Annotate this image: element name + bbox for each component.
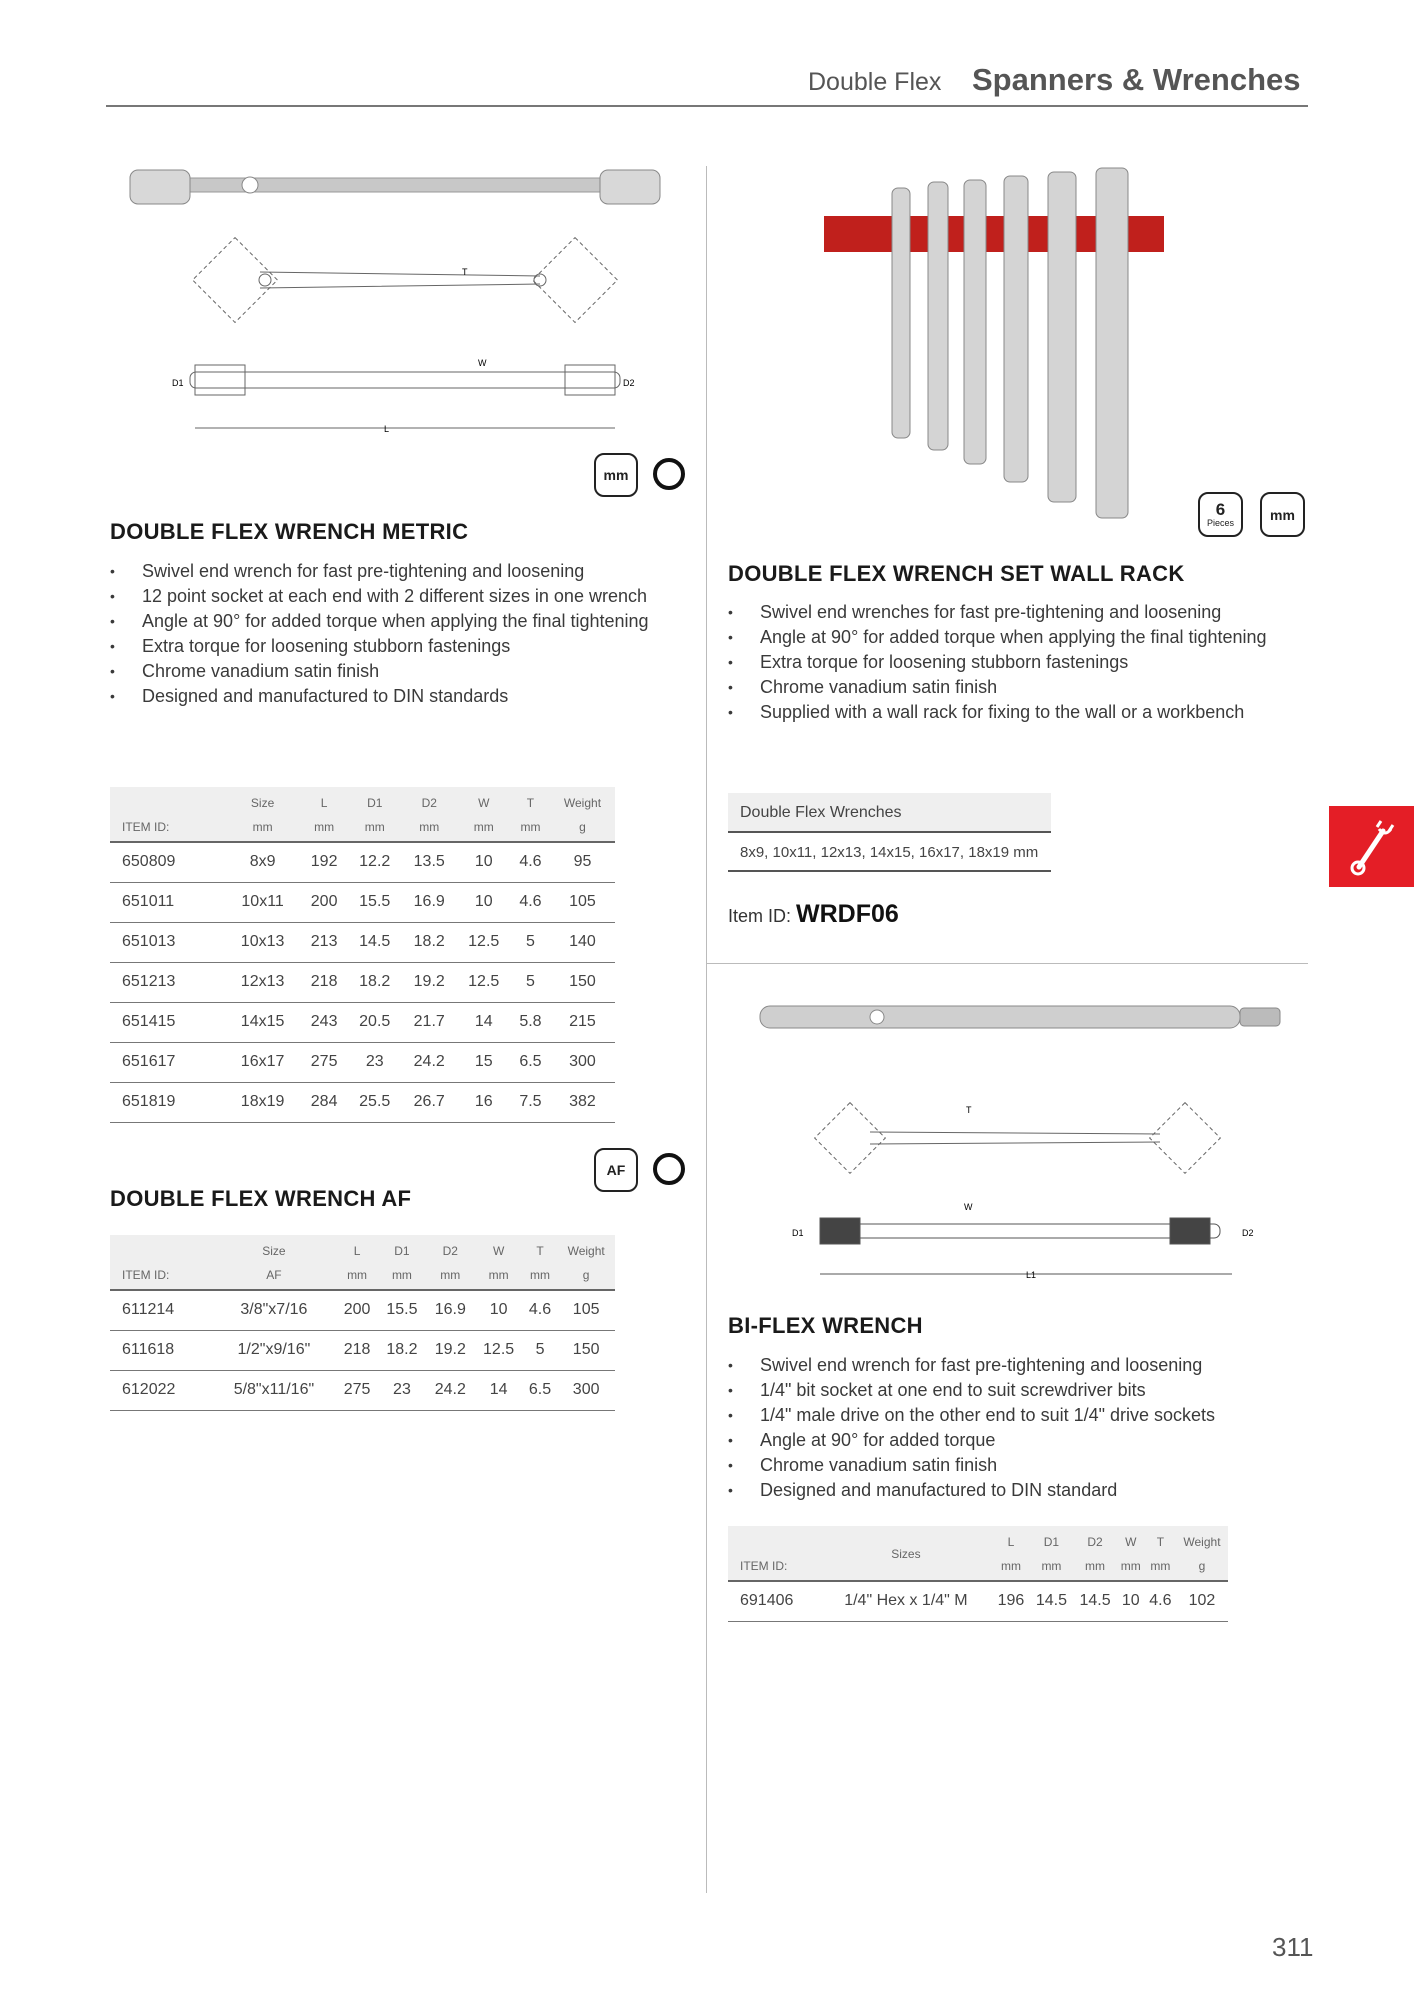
table-cell: 10 bbox=[456, 882, 511, 922]
header-line: ITEM ID: bbox=[122, 1268, 170, 1282]
header-line: mm bbox=[473, 820, 494, 834]
table-cell: 12x13 bbox=[224, 962, 300, 1002]
table-row bbox=[110, 882, 615, 922]
table-row bbox=[110, 1290, 615, 1330]
section-divider bbox=[707, 963, 1308, 964]
feature-item: • Chrome vanadium satin finish bbox=[728, 675, 1298, 700]
mm-badge: mm bbox=[594, 453, 638, 497]
pieces-count: 6 bbox=[1215, 500, 1226, 519]
table-cell: 218 bbox=[336, 1330, 377, 1370]
table-cell: 8x9 bbox=[224, 842, 300, 882]
column-header bbox=[378, 1235, 426, 1290]
label-w: W bbox=[478, 358, 487, 368]
column-header bbox=[456, 787, 511, 842]
table-cell: 3/8"x7/16 bbox=[211, 1290, 336, 1330]
table-cell: 651819 bbox=[110, 1082, 224, 1122]
table-cell: 6.5 bbox=[523, 1370, 558, 1410]
table-cell: 1/4" Hex x 1/4" M bbox=[820, 1581, 993, 1621]
table-cell: 18x19 bbox=[224, 1082, 300, 1122]
header-line: mm bbox=[1000, 1559, 1021, 1573]
header-line: Size bbox=[250, 796, 275, 810]
pieces-label: Pieces bbox=[1206, 518, 1234, 528]
table-cell: 12.2 bbox=[347, 842, 402, 882]
column-header bbox=[523, 1235, 558, 1290]
label-d2: D2 bbox=[1242, 1228, 1254, 1238]
feature-item: • Extra torque for loosening stubborn fastenings bbox=[728, 650, 1298, 675]
header-line: D1 bbox=[394, 1244, 410, 1258]
header-line: mm bbox=[391, 1268, 412, 1282]
item-id bbox=[728, 900, 899, 929]
table-cell: 140 bbox=[550, 922, 615, 962]
feature-item: • Designed and manufactured to DIN standard bbox=[728, 1478, 1298, 1503]
table-cell: 10x11 bbox=[224, 882, 300, 922]
label-w: W bbox=[964, 1202, 973, 1212]
table-cell: 16.9 bbox=[402, 882, 457, 922]
column-header bbox=[110, 1235, 211, 1290]
feature-item: • Designed and manufactured to DIN standards bbox=[110, 684, 650, 709]
feature-item: • 1/4" bit socket at one end to suit screwdriver bits bbox=[728, 1378, 1298, 1403]
table-cell: 105 bbox=[557, 1290, 615, 1330]
table-cell: 5 bbox=[511, 962, 550, 1002]
table-row bbox=[110, 922, 615, 962]
table-cell: 218 bbox=[301, 962, 348, 1002]
table-cell: 243 bbox=[301, 1002, 348, 1042]
table-cell: 10x13 bbox=[224, 922, 300, 962]
header-line: D2 bbox=[1087, 1535, 1103, 1549]
biflex-spec-table bbox=[728, 1526, 1228, 1622]
table-cell: 5 bbox=[511, 922, 550, 962]
table-cell: 13.5 bbox=[402, 842, 457, 882]
category-tab[interactable] bbox=[1329, 806, 1414, 887]
column-header bbox=[1073, 1526, 1117, 1581]
feature-item: • Swivel end wrenches for fast pre-tightening and loosening bbox=[728, 600, 1298, 625]
header-line: D2 bbox=[442, 1244, 458, 1258]
feature-item: • Chrome vanadium satin finish bbox=[110, 659, 650, 684]
column-header bbox=[402, 787, 457, 842]
biflex-wrench-illustration bbox=[740, 988, 1300, 1283]
column-header bbox=[728, 1526, 820, 1581]
table-cell: 24.2 bbox=[402, 1042, 457, 1082]
wall-rack-photo bbox=[816, 166, 1196, 536]
header-line: mm bbox=[419, 820, 440, 834]
header-line: mm bbox=[347, 1268, 368, 1282]
wrench-side-diagram bbox=[190, 365, 620, 428]
af-title: DOUBLE FLEX WRENCH AF bbox=[110, 1186, 412, 1211]
table-cell: 5 bbox=[523, 1330, 558, 1370]
table-cell: 18.2 bbox=[402, 922, 457, 962]
metric-features bbox=[110, 559, 650, 709]
table-cell: 14.5 bbox=[347, 922, 402, 962]
table-cell: 7.5 bbox=[511, 1082, 550, 1122]
column-header bbox=[1145, 1526, 1176, 1581]
table-row bbox=[110, 1370, 615, 1410]
table-cell: 18.2 bbox=[347, 962, 402, 1002]
table-cell: 18.2 bbox=[378, 1330, 426, 1370]
feature-item: • Angle at 90° for added torque when applying the final tightening bbox=[728, 625, 1298, 650]
table-cell: 611214 bbox=[110, 1290, 211, 1330]
column-divider bbox=[706, 166, 707, 1893]
table-cell: 12.5 bbox=[474, 1330, 522, 1370]
header-line: Weight bbox=[1183, 1535, 1221, 1549]
column-header bbox=[211, 1235, 336, 1290]
header-line: T bbox=[1156, 1535, 1165, 1549]
table-cell: 611618 bbox=[110, 1330, 211, 1370]
table-cell: 21.7 bbox=[402, 1002, 457, 1042]
mm-badge: mm bbox=[1260, 492, 1305, 537]
header-line: g bbox=[579, 820, 586, 834]
header-line: ITEM ID: bbox=[740, 1559, 788, 1573]
table-cell: 275 bbox=[336, 1370, 377, 1410]
table-cell: 105 bbox=[550, 882, 615, 922]
table-cell: 150 bbox=[550, 962, 615, 1002]
table-cell: 10 bbox=[456, 842, 511, 882]
table-cell: 4.6 bbox=[511, 882, 550, 922]
table-cell: 102 bbox=[1176, 1581, 1228, 1621]
header-line: L bbox=[353, 1244, 361, 1258]
label-d2: D2 bbox=[623, 378, 635, 388]
table-cell: 213 bbox=[301, 922, 348, 962]
wrench-top-diagram bbox=[193, 238, 618, 323]
header-line: mm bbox=[1041, 1559, 1062, 1573]
header-line: mm bbox=[488, 1268, 509, 1282]
feature-item: • Extra torque for loosening stubborn fastenings bbox=[110, 634, 650, 659]
table-cell: 200 bbox=[301, 882, 348, 922]
column-header bbox=[224, 787, 300, 842]
table-cell: 284 bbox=[301, 1082, 348, 1122]
table-cell: 1/2"x9/16" bbox=[211, 1330, 336, 1370]
table-cell: 300 bbox=[557, 1370, 615, 1410]
table-cell: 150 bbox=[557, 1330, 615, 1370]
label-t: T bbox=[966, 1105, 972, 1115]
table-cell: 95 bbox=[550, 842, 615, 882]
table-cell: 651011 bbox=[110, 882, 224, 922]
header-line: Size bbox=[262, 1244, 286, 1258]
wrench-side-diagram bbox=[820, 1218, 1232, 1274]
table-row bbox=[728, 1581, 1228, 1621]
header-line: g bbox=[582, 1268, 590, 1282]
table-cell: 200 bbox=[336, 1290, 377, 1330]
header-line: L bbox=[320, 796, 328, 810]
header-line: AF bbox=[266, 1268, 282, 1282]
table-cell: 15.5 bbox=[378, 1290, 426, 1330]
column-header bbox=[426, 1235, 474, 1290]
table-cell: 14x15 bbox=[224, 1002, 300, 1042]
header-section: Double Flex bbox=[808, 68, 942, 96]
table-cell: 650809 bbox=[110, 842, 224, 882]
table-cell: 4.6 bbox=[523, 1290, 558, 1330]
af-badge: AF bbox=[594, 1148, 638, 1192]
table-row bbox=[110, 842, 615, 882]
page-number: 311 bbox=[1272, 1932, 1314, 1962]
column-header bbox=[347, 787, 402, 842]
column-header bbox=[110, 787, 224, 842]
contents-header: Double Flex Wrenches bbox=[728, 793, 1051, 833]
table-row bbox=[110, 962, 615, 1002]
header-line: mm bbox=[1150, 1559, 1171, 1573]
12-point-socket-icon bbox=[653, 1153, 685, 1185]
column-header bbox=[474, 1235, 522, 1290]
table-cell: 15 bbox=[456, 1042, 511, 1082]
table-row bbox=[110, 1330, 615, 1370]
header-line: g bbox=[1198, 1559, 1206, 1573]
header-line: T bbox=[536, 1244, 544, 1258]
feature-item: • Supplied with a wall rack for fixing to the wall or a workbench bbox=[728, 700, 1298, 725]
table-cell: 12.5 bbox=[456, 962, 511, 1002]
table-cell: 651013 bbox=[110, 922, 224, 962]
header-line: D1 bbox=[1043, 1535, 1060, 1549]
wrench-photo bbox=[760, 1006, 1280, 1028]
feature-item: • 12 point socket at each end with 2 different sizes in one wrench bbox=[110, 584, 650, 609]
column-header bbox=[336, 1235, 377, 1290]
column-header bbox=[550, 787, 615, 842]
header-line: Weight bbox=[567, 1244, 605, 1258]
header-line: mm bbox=[1120, 1559, 1141, 1573]
header-line: mm bbox=[252, 820, 273, 834]
table-cell: 14 bbox=[474, 1370, 522, 1410]
table-cell: 651213 bbox=[110, 962, 224, 1002]
wrench-top-diagram bbox=[815, 1103, 1221, 1174]
feature-item: • Swivel end wrench for fast pre-tightening and loosening bbox=[728, 1353, 1298, 1378]
column-header bbox=[992, 1526, 1029, 1581]
biflex-title: BI-FLEX WRENCH bbox=[728, 1313, 923, 1338]
table-cell: 651617 bbox=[110, 1042, 224, 1082]
table-cell: 14 bbox=[456, 1002, 511, 1042]
pieces-badge bbox=[1198, 492, 1243, 537]
header-line: W bbox=[492, 1244, 505, 1258]
header-line: D2 bbox=[421, 796, 437, 810]
header-line: W bbox=[478, 796, 490, 810]
table-cell: 15.5 bbox=[347, 882, 402, 922]
table-cell: 16 bbox=[456, 1082, 511, 1122]
table-cell: 23 bbox=[347, 1042, 402, 1082]
table-cell: 192 bbox=[301, 842, 348, 882]
column-header bbox=[1176, 1526, 1228, 1581]
table-cell: 20.5 bbox=[347, 1002, 402, 1042]
feature-item: • 1/4" male drive on the other end to suit 1/4" drive sockets bbox=[728, 1403, 1298, 1428]
table-cell: 10 bbox=[474, 1290, 522, 1330]
table-cell: 4.6 bbox=[511, 842, 550, 882]
label-d1: D1 bbox=[172, 378, 184, 388]
table-cell: 14.5 bbox=[1073, 1581, 1117, 1621]
table-cell: 215 bbox=[550, 1002, 615, 1042]
header-line: Sizes bbox=[891, 1547, 921, 1561]
item-id-value: WRDF06 bbox=[796, 900, 899, 928]
column-header bbox=[557, 1235, 615, 1290]
table-cell: 10 bbox=[1117, 1581, 1145, 1621]
table-cell: 275 bbox=[301, 1042, 348, 1082]
table-cell: 23 bbox=[378, 1370, 426, 1410]
table-row bbox=[110, 1002, 615, 1042]
biflex-features bbox=[728, 1353, 1298, 1503]
table-cell: 24.2 bbox=[426, 1370, 474, 1410]
contents-value: 8x9, 10x11, 12x13, 14x15, 16x17, 18x19 mm bbox=[728, 833, 1051, 872]
table-row bbox=[110, 1042, 615, 1082]
column-header bbox=[511, 787, 550, 842]
table-cell: 691406 bbox=[728, 1581, 820, 1621]
table-cell: 12.5 bbox=[456, 922, 511, 962]
header-line: mm bbox=[1085, 1559, 1106, 1573]
table-cell: 19.2 bbox=[402, 962, 457, 1002]
table-cell: 4.6 bbox=[1145, 1581, 1176, 1621]
table-cell: 19.2 bbox=[426, 1330, 474, 1370]
header-line: D1 bbox=[367, 796, 383, 810]
table-cell: 651415 bbox=[110, 1002, 224, 1042]
table-cell: 196 bbox=[992, 1581, 1029, 1621]
table-cell: 16.9 bbox=[426, 1290, 474, 1330]
af-spec-table bbox=[110, 1235, 615, 1411]
feature-item: • Swivel end wrench for fast pre-tightening and loosening bbox=[110, 559, 650, 584]
table-cell: 6.5 bbox=[511, 1042, 550, 1082]
header-line: W bbox=[1125, 1535, 1137, 1549]
wallrack-features bbox=[728, 600, 1298, 725]
table-cell: 300 bbox=[550, 1042, 615, 1082]
label-t: T bbox=[462, 267, 468, 277]
feature-item: • Angle at 90° for added torque when applying the final tightening bbox=[110, 609, 650, 634]
header-line: L bbox=[1007, 1535, 1015, 1549]
wallrack-title: DOUBLE FLEX WRENCH SET WALL RACK bbox=[728, 561, 1185, 586]
item-id-label: Item ID: bbox=[728, 906, 792, 926]
metric-title: DOUBLE FLEX WRENCH METRIC bbox=[110, 519, 469, 544]
table-cell: 25.5 bbox=[347, 1082, 402, 1122]
header-line: mm bbox=[314, 820, 335, 834]
wallrack-contents-table bbox=[728, 793, 1051, 872]
table-cell: 382 bbox=[550, 1082, 615, 1122]
table-cell: 612022 bbox=[110, 1370, 211, 1410]
header-line: mm bbox=[440, 1268, 461, 1282]
column-header bbox=[1117, 1526, 1145, 1581]
label-d1: D1 bbox=[792, 1228, 804, 1238]
header-line: T bbox=[526, 796, 535, 810]
table-cell: 26.7 bbox=[402, 1082, 457, 1122]
column-header bbox=[301, 787, 348, 842]
feature-item: • Chrome vanadium satin finish bbox=[728, 1453, 1298, 1478]
column-header bbox=[820, 1526, 993, 1581]
header-line: mm bbox=[530, 1268, 551, 1282]
table-cell: 14.5 bbox=[1030, 1581, 1074, 1621]
column-header bbox=[1030, 1526, 1074, 1581]
header-line: Weight bbox=[563, 796, 602, 810]
header-line: ITEM ID: bbox=[122, 820, 170, 834]
wrench-icon bbox=[1347, 817, 1397, 877]
table-row bbox=[110, 1082, 615, 1122]
label-l: L1 bbox=[1026, 1270, 1037, 1280]
metric-spec-table bbox=[110, 787, 615, 1123]
label-l: L bbox=[384, 424, 390, 434]
header-category: Spanners & Wrenches bbox=[972, 62, 1301, 97]
metric-wrench-illustration bbox=[120, 160, 680, 440]
12-point-socket-icon bbox=[653, 458, 685, 490]
table-cell: 5/8"x11/16" bbox=[211, 1370, 336, 1410]
header-line: mm bbox=[520, 820, 541, 834]
feature-item: • Angle at 90° for added torque bbox=[728, 1428, 1298, 1453]
wrench-photo bbox=[130, 170, 660, 204]
table-cell: 16x17 bbox=[224, 1042, 300, 1082]
header-rule bbox=[106, 105, 1308, 107]
header-line: mm bbox=[364, 820, 385, 834]
table-cell: 5.8 bbox=[511, 1002, 550, 1042]
